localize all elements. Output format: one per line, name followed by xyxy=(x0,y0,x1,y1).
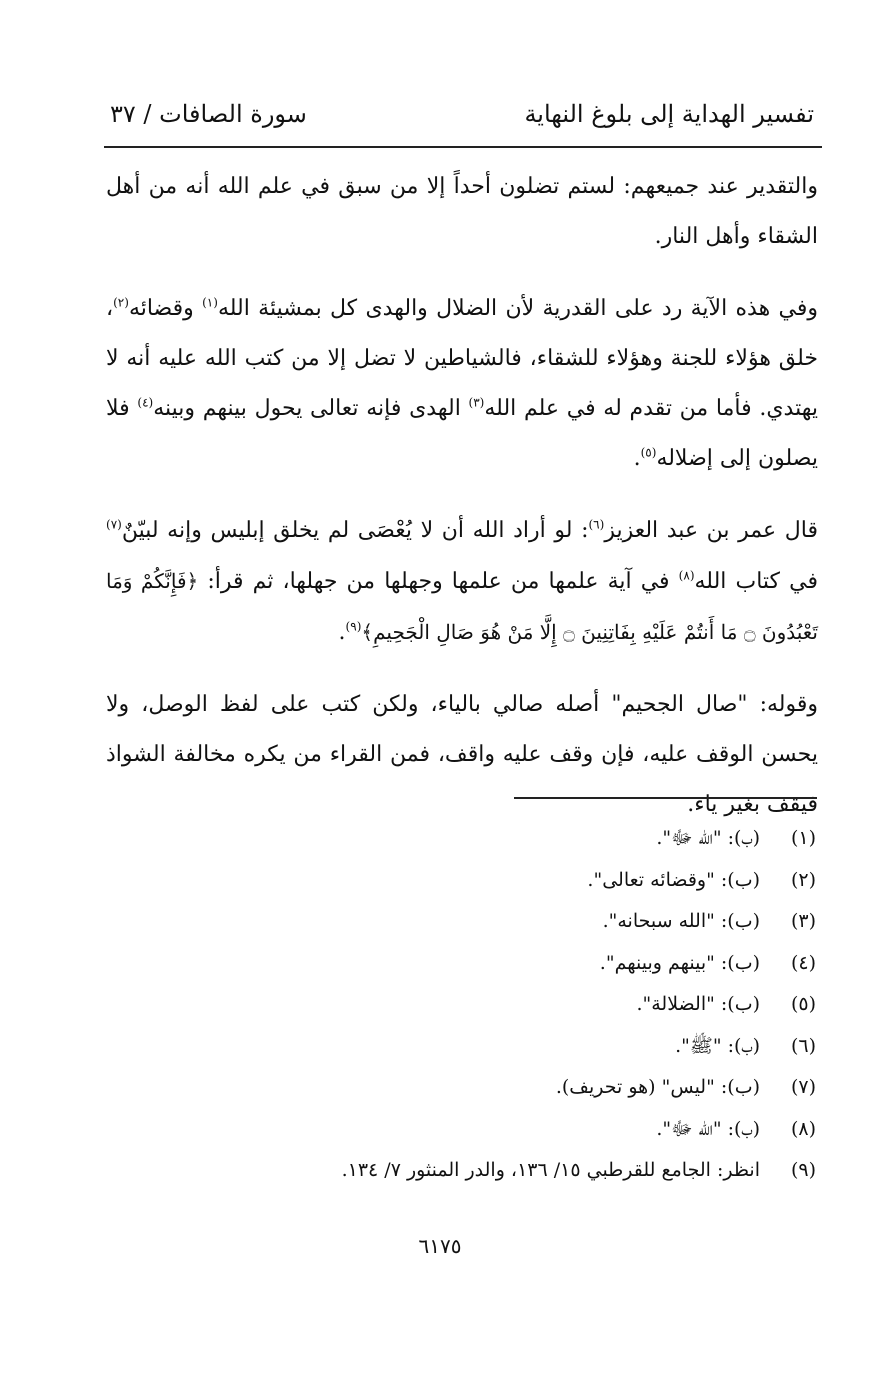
footnote-ref-6[interactable]: (٦) xyxy=(588,517,605,532)
paragraph-text: قال عمر بن عبد العزيز xyxy=(604,518,818,543)
footnote-number: (٤) xyxy=(790,951,816,974)
quran-verse: ﴿فَإِنَّكُمْ وَمَا تَعْبُدُونَ ۝ مَا أَنتُمْ عَلَيْهِ بِفَاتِنِينَ ۝ إِلَّا مَنْ هُوَ صَالِ الْجَحِيمِ﴾ xyxy=(106,569,818,644)
footnote-ref-5[interactable]: (٥) xyxy=(640,445,657,460)
footnote-number: (٢) xyxy=(790,868,816,891)
footnote-text: (ب): "ليس" (هو تحريف). xyxy=(555,1076,760,1098)
footnote-ref-7[interactable]: (٧) xyxy=(106,517,122,532)
paragraph-text: وفي هذه الآية رد على القدرية لأن الضلال والهدى كل بمشيئة الله xyxy=(217,296,818,321)
footnote-ref-4[interactable]: (٤) xyxy=(137,395,154,410)
footnote-ref-9[interactable]: (٩) xyxy=(345,619,362,634)
footnote-ref-1[interactable]: (١) xyxy=(202,295,218,310)
running-header xyxy=(104,92,822,148)
paragraph-2 xyxy=(106,284,818,484)
footnote-number: (١) xyxy=(790,827,816,849)
paragraph-text: وقضائه xyxy=(128,296,203,321)
paragraph-text: الهدى فإنه تعالى يحول بينهم وبينه xyxy=(153,396,469,421)
footnote-number: (٥) xyxy=(790,993,816,1015)
paragraph-text: . xyxy=(338,620,346,645)
footnote-text: (ب): "ﷺ". xyxy=(675,1034,760,1057)
footnote-text: (ب): "وقضائه تعالى". xyxy=(587,868,760,891)
footnote-text: (ب): "بينهم وبينهم". xyxy=(599,951,760,974)
footnote-text: (ب): "الله سبحانه". xyxy=(602,910,760,932)
paragraph-4 xyxy=(106,680,818,830)
footnote-item xyxy=(300,1067,816,1109)
paragraph-text: : لو أراد الله أن لا يُعْصَى لم يخلق إبليس وإنه لبيّنٌ xyxy=(121,518,589,543)
paragraph-text: والتقدير عند جميعهم: لستم تضلون أحداً إلا من سبق في علم الله أنه من أهل الشقاء وأهل النار. xyxy=(106,174,818,249)
paragraph-3 xyxy=(106,506,818,658)
footnote-item xyxy=(300,901,816,943)
footnote-text: انظر: الجامع للقرطبي ١٥/ ١٣٦، والدر المنثور ٧/ ١٣٤. xyxy=(341,1159,760,1181)
book-title: تفسير الهداية إلى بلوغ النهاية xyxy=(524,100,814,128)
footnote-ref-8[interactable]: (٨) xyxy=(678,568,695,583)
footnote-number: (٦) xyxy=(790,1034,816,1057)
footnote-item xyxy=(300,860,816,902)
footnote-number: (٣) xyxy=(790,910,816,932)
footnote-item xyxy=(300,984,816,1026)
paragraph-text: في كتاب الله xyxy=(694,569,818,594)
paragraph-text: . xyxy=(633,446,641,471)
paragraph-text: ، خلق هؤلاء للجنة وهؤلاء للشقاء، فالشياطين لا تضل إلا من كتب الله عليه أنه لا يهتدي. فأما من تقدم له في علم الله xyxy=(106,296,819,421)
paragraph-text: وقوله: "صال الجحيم" أصله صالي بالياء، ولكن كتب على لفظ الوصل، ولا يحسن الوقف عليه، فإن وقف عليه واقف، فمن القراء من يكره مخالفة الشواذ فيقف بغير ياء. xyxy=(106,692,818,817)
paragraph-text: في آية علمها من علمها وجهلها من جهلها، ثم قرأ: xyxy=(198,569,679,594)
main-text xyxy=(106,162,818,852)
footnote-number: (٩) xyxy=(790,1159,816,1181)
paragraph-1 xyxy=(106,162,818,262)
footnote-item xyxy=(300,1150,816,1192)
footnote-item xyxy=(300,1026,816,1068)
footnote-item xyxy=(300,1109,816,1151)
header-rule xyxy=(104,146,822,148)
footnote-item xyxy=(300,943,816,985)
surah-reference: سورة الصافات / ٣٧ xyxy=(110,100,307,128)
footnote-number: (٧) xyxy=(790,1076,816,1098)
footnote-item xyxy=(300,818,816,860)
page-number: ٦١٧٥ xyxy=(418,1234,462,1258)
footnote-separator xyxy=(514,797,817,799)
footnotes xyxy=(300,818,816,1192)
footnote-number: (٨) xyxy=(790,1117,816,1140)
footnote-text: (ب): "الله ﷻ". xyxy=(656,1117,760,1140)
footnote-ref-2[interactable]: (٢) xyxy=(113,295,129,310)
footnote-text: (ب): "الضلالة". xyxy=(636,993,760,1015)
footnote-ref-3[interactable]: (٣) xyxy=(468,395,485,410)
footnote-text: (ب): "الله ﷻ". xyxy=(656,827,760,849)
paragraph-text: فلا يصلون إلى إضلاله xyxy=(106,396,818,471)
